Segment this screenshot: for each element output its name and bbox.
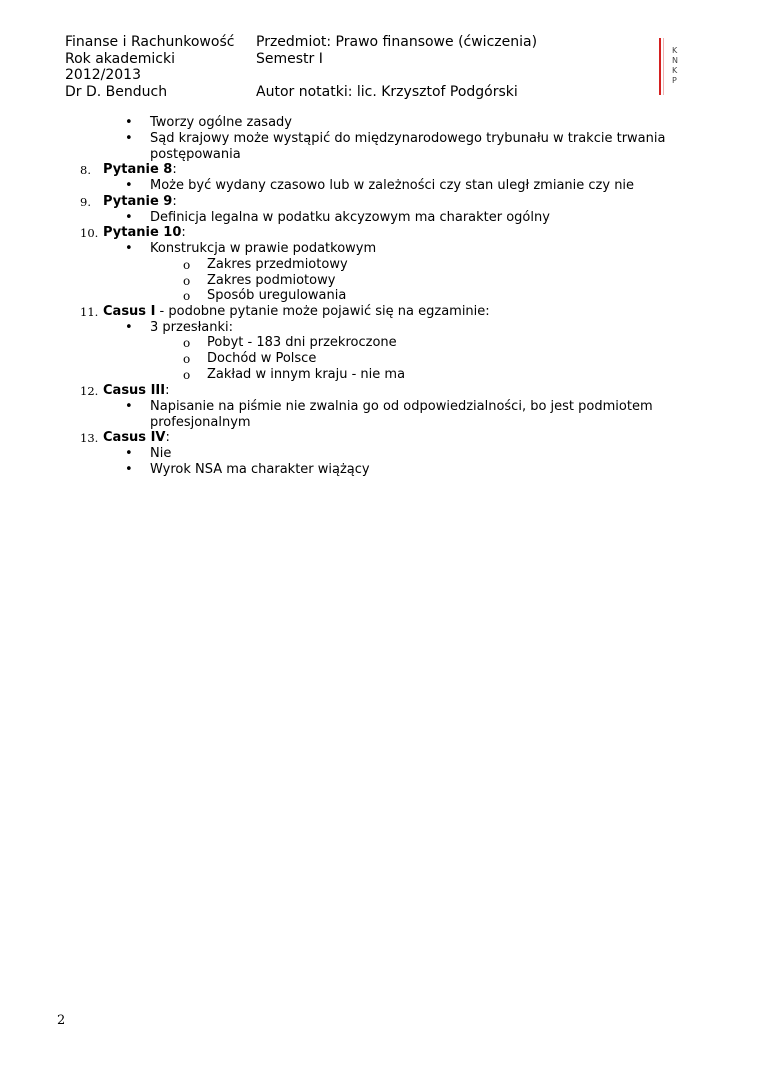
sub-bullet: o (183, 258, 191, 272)
sub-bullet: o (183, 336, 191, 350)
colon: : (172, 194, 177, 209)
item-title: Casus I (103, 304, 156, 319)
header-subject: Przedmiot: Prawo finansowe (ćwiczenia) (256, 34, 538, 50)
item-heading (103, 225, 186, 241)
item-title: Pytanie 9 (103, 194, 173, 209)
header-academic-year-label: Rok akademicki (65, 50, 175, 67)
header-field-of-study: Finanse i Rachunkowość (65, 34, 235, 50)
colon: : (172, 162, 177, 177)
bullet: • (125, 115, 133, 130)
logo-bar-shadow (663, 38, 664, 95)
logo-letter: K (672, 46, 678, 55)
bullet-text: profesjonalnym (150, 415, 251, 430)
colon: : (181, 225, 186, 240)
bullet-text: Nie (150, 446, 172, 461)
sub-bullet-text: Sposób uregulowania (207, 288, 347, 303)
bullet-text: Może być wydany czasowo lub w zależności czy stan uległ zmianie czy nie (150, 178, 635, 193)
bullet: • (125, 320, 133, 335)
item-number: 12. (80, 384, 99, 398)
sub-bullet-text: Zakład w innym kraju - nie ma (207, 367, 406, 382)
item-number: 10. (80, 226, 99, 240)
bullet: • (125, 131, 133, 146)
colon: : (165, 383, 170, 398)
bullet: • (125, 178, 133, 193)
bullet: • (125, 241, 133, 256)
item-number: 8. (80, 163, 91, 177)
sub-bullet: o (183, 274, 191, 288)
item-title: Pytanie 10 (103, 225, 182, 240)
item-heading (103, 383, 169, 399)
sub-bullet: o (183, 289, 191, 303)
header-author: Autor notatki: lic. Krzysztof Podgórski (256, 83, 518, 100)
item-number: 13. (80, 431, 99, 445)
item-heading (103, 194, 177, 210)
bullet: • (125, 462, 133, 477)
bullet-text: Tworzy ogólne zasady (150, 115, 292, 130)
logo-letter: N (672, 56, 678, 65)
page-number: 2 (57, 1013, 66, 1028)
bullet: • (125, 399, 133, 414)
header-left (65, 34, 234, 100)
bullet: • (125, 210, 133, 225)
header-lecturer: Dr D. Benduch (65, 83, 168, 100)
sub-bullet: o (183, 352, 191, 366)
item-title: Casus IV (103, 430, 166, 445)
sub-bullet-text: Pobyt - 183 dni przekroczone (207, 335, 397, 350)
sub-bullet-text: Zakres przedmiotowy (207, 257, 348, 272)
header-academic-year: 2012/2013 (65, 67, 141, 83)
item-heading (103, 162, 177, 178)
sub-bullet-text: Dochód w Polsce (207, 351, 317, 366)
sub-bullet: o (183, 368, 191, 382)
bullet-text: Konstrukcja w prawie podatkowym (150, 241, 377, 256)
header-semester: Semestr I (256, 50, 323, 67)
knkp-logo (672, 46, 678, 86)
bullet: • (125, 446, 133, 461)
bullet-text: postępowania (150, 147, 241, 162)
item-heading (103, 304, 490, 320)
header-right (256, 34, 537, 100)
item-title: Casus III (103, 383, 166, 398)
colon: : (165, 430, 170, 445)
sub-bullet-text: Zakres podmiotowy (207, 273, 336, 288)
item-heading (103, 430, 170, 446)
bullet-text: 3 przesłanki: (150, 320, 234, 335)
item-note: - podobne pytanie może pojawić się na egzaminie: (155, 304, 490, 319)
logo-letter: P (672, 76, 677, 85)
header-spacer (256, 67, 537, 84)
bullet-text: Wyrok NSA ma charakter wiążący (150, 462, 370, 477)
item-number: 9. (80, 195, 91, 209)
item-title: Pytanie 8 (103, 162, 173, 177)
logo-letter: K (672, 66, 678, 75)
bullet-text: Napisanie na piśmie nie zwalnia go od odpowiedzialności, bo jest podmiotem (150, 399, 653, 414)
logo-bar (659, 38, 661, 95)
bullet-text: Definicja legalna w podatku akcyzowym ma charakter ogólny (150, 210, 550, 225)
bullet-text: Sąd krajowy może wystąpić do międzynarodowego trybunału w trakcie trwania (150, 131, 666, 146)
item-number: 11. (80, 305, 99, 319)
